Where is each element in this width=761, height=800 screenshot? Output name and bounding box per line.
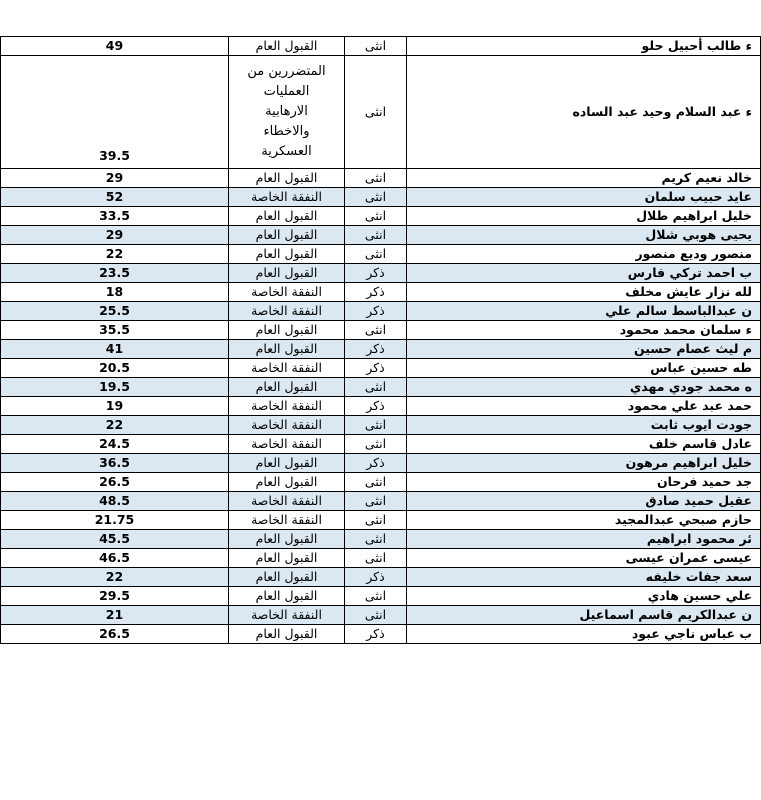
gender-cell: انثى xyxy=(345,169,407,188)
student-name: لله نزار عايش مخلف xyxy=(625,284,752,299)
score-cell: 45.5 xyxy=(1,530,229,549)
student-roster-table xyxy=(0,36,761,644)
student-name: حمد عبد علي محمود xyxy=(627,398,752,413)
student-name-cell xyxy=(407,568,761,587)
student-name-cell xyxy=(407,625,761,644)
admission-channel-cell: النفقة الخاصة xyxy=(229,397,345,416)
student-name: خليل ابراهيم طلال xyxy=(636,208,752,223)
gender-cell: انثى xyxy=(345,188,407,207)
score-cell: 46.5 xyxy=(1,549,229,568)
score-cell: 22 xyxy=(1,416,229,435)
score-cell: 19 xyxy=(1,397,229,416)
score-cell: 25.5 xyxy=(1,302,229,321)
score-cell: 20.5 xyxy=(1,359,229,378)
student-name-cell xyxy=(407,169,761,188)
student-name: طه حسين عباس xyxy=(650,360,752,375)
score-cell: 35.5 xyxy=(1,321,229,340)
gender-cell: انثى xyxy=(345,530,407,549)
score-cell: 36.5 xyxy=(1,454,229,473)
table-row xyxy=(1,264,761,283)
student-name-cell xyxy=(407,587,761,606)
student-name: ئر محمود ابراهيم xyxy=(646,531,752,546)
student-name-cell xyxy=(407,378,761,397)
gender-cell: انثى xyxy=(345,511,407,530)
student-name-cell xyxy=(407,264,761,283)
table-row xyxy=(1,359,761,378)
gender-cell: انثى xyxy=(345,37,407,56)
admission-channel-cell: القبول العام xyxy=(229,245,345,264)
table-row xyxy=(1,56,761,169)
table-row xyxy=(1,473,761,492)
student-name: جد حميد فرحان xyxy=(657,474,752,489)
table-row xyxy=(1,435,761,454)
admission-channel-cell: القبول العام xyxy=(229,378,345,397)
admission-channel-cell: النفقة الخاصة xyxy=(229,359,345,378)
gender-cell: انثى xyxy=(345,435,407,454)
student-name: ب احمد تركي فارس xyxy=(627,265,752,280)
table-row xyxy=(1,397,761,416)
table-row xyxy=(1,302,761,321)
student-name-cell xyxy=(407,188,761,207)
gender-cell: ذكر xyxy=(345,397,407,416)
student-name-cell xyxy=(407,283,761,302)
student-name-cell xyxy=(407,321,761,340)
table-row xyxy=(1,454,761,473)
admission-channel-cell: القبول العام xyxy=(229,264,345,283)
student-name: م ليث عصام حسين xyxy=(633,341,752,356)
table-row xyxy=(1,492,761,511)
gender-cell: انثى xyxy=(345,492,407,511)
score-cell: 22 xyxy=(1,568,229,587)
admission-channel-cell: القبول العام xyxy=(229,625,345,644)
admission-channel-cell: القبول العام xyxy=(229,169,345,188)
table-row xyxy=(1,568,761,587)
score-cell: 23.5 xyxy=(1,264,229,283)
gender-cell: ذكر xyxy=(345,454,407,473)
admission-channel-cell: القبول العام xyxy=(229,226,345,245)
score-cell: 26.5 xyxy=(1,473,229,492)
student-roster-sheet xyxy=(0,36,752,644)
admission-channel-cell: القبول العام xyxy=(229,454,345,473)
student-name-cell xyxy=(407,416,761,435)
student-name: عيسى عمران عيسى xyxy=(625,550,752,565)
score-cell: 22 xyxy=(1,245,229,264)
gender-cell: انثى xyxy=(345,321,407,340)
student-name-cell xyxy=(407,454,761,473)
student-name: ن عبدالباسط سالم علي xyxy=(605,303,752,318)
student-name-cell xyxy=(407,359,761,378)
gender-cell: ذكر xyxy=(345,625,407,644)
student-name: منصور وديع منصور xyxy=(635,246,752,261)
student-name: ء طالب أحبيل حلو xyxy=(641,38,752,53)
gender-cell: ذكر xyxy=(345,359,407,378)
admission-channel-cell: النفقة الخاصة xyxy=(229,435,345,454)
student-name: ن عبدالكريم قاسم اسماعيل xyxy=(579,607,752,622)
gender-cell: انثى xyxy=(345,245,407,264)
student-name-cell xyxy=(407,492,761,511)
gender-cell: انثى xyxy=(345,416,407,435)
admission-channel-cell: القبول العام xyxy=(229,37,345,56)
gender-cell: انثى xyxy=(345,606,407,625)
table-row xyxy=(1,416,761,435)
student-name-cell xyxy=(407,340,761,359)
table-row xyxy=(1,587,761,606)
student-name-cell xyxy=(407,397,761,416)
table-row xyxy=(1,207,761,226)
score-cell: 33.5 xyxy=(1,207,229,226)
student-name: سعد جفات خليفه xyxy=(645,569,752,584)
student-name-cell xyxy=(407,511,761,530)
gender-cell: انثى xyxy=(345,549,407,568)
score-cell: 29.5 xyxy=(1,587,229,606)
student-name-cell xyxy=(407,530,761,549)
student-name: خالد نعيم كريم xyxy=(661,170,752,185)
table-row xyxy=(1,340,761,359)
table-row xyxy=(1,549,761,568)
roster-body xyxy=(1,37,761,644)
admission-channel-cell: القبول العام xyxy=(229,530,345,549)
student-name: علي حسين هادي xyxy=(647,588,752,603)
table-row xyxy=(1,169,761,188)
student-name: ء عبد السلام وحيد عبد الساده xyxy=(572,104,752,119)
student-name-cell xyxy=(407,37,761,56)
table-row xyxy=(1,245,761,264)
admission-channel-cell: النفقة الخاصة xyxy=(229,283,345,302)
gender-cell: انثى xyxy=(345,56,407,169)
student-name: حازم صبحي عبدالمجيد xyxy=(614,512,752,527)
gender-cell: ذكر xyxy=(345,283,407,302)
student-name: ب عباس ناجي عبود xyxy=(631,626,752,641)
student-name-cell xyxy=(407,245,761,264)
gender-cell: ذكر xyxy=(345,340,407,359)
score-cell: 41 xyxy=(1,340,229,359)
student-name: ء سلمان محمد محمود xyxy=(619,322,752,337)
student-name: عايد حبيب سلمان xyxy=(644,189,752,204)
table-row xyxy=(1,226,761,245)
score-cell: 52 xyxy=(1,188,229,207)
score-cell: 49 xyxy=(1,37,229,56)
student-name-cell xyxy=(407,473,761,492)
table-row xyxy=(1,511,761,530)
student-name-cell xyxy=(407,606,761,625)
score-cell: 18 xyxy=(1,283,229,302)
admission-channel-cell: القبول العام xyxy=(229,321,345,340)
score-cell: 29 xyxy=(1,169,229,188)
admission-channel-cell: المتضررين من العمليات الارهابية والاخطاء العسكرية xyxy=(229,56,345,169)
admission-channel-cell: القبول العام xyxy=(229,473,345,492)
table-row xyxy=(1,378,761,397)
student-name-cell xyxy=(407,549,761,568)
table-row xyxy=(1,321,761,340)
student-name: خليل ابراهيم مرهون xyxy=(625,455,752,470)
gender-cell: ذكر xyxy=(345,264,407,283)
gender-cell: انثى xyxy=(345,378,407,397)
gender-cell: ذكر xyxy=(345,568,407,587)
student-name-cell xyxy=(407,226,761,245)
student-name: عقيل حميد صادق xyxy=(645,493,752,508)
score-cell: 26.5 xyxy=(1,625,229,644)
score-cell: 39.5 xyxy=(1,56,229,169)
score-cell: 21 xyxy=(1,606,229,625)
gender-cell: انثى xyxy=(345,207,407,226)
table-row xyxy=(1,606,761,625)
student-name-cell xyxy=(407,56,761,169)
score-cell: 19.5 xyxy=(1,378,229,397)
student-name: جودت ايوب ثابت xyxy=(650,417,752,432)
student-name: يحيى هوبي شلال xyxy=(645,227,752,242)
student-name-cell xyxy=(407,302,761,321)
student-name: ه محمد جودي مهدي xyxy=(629,379,752,394)
gender-cell: انثى xyxy=(345,226,407,245)
admission-channel-cell: النفقة الخاصة xyxy=(229,188,345,207)
admission-channel-cell: القبول العام xyxy=(229,549,345,568)
table-row xyxy=(1,625,761,644)
score-cell: 48.5 xyxy=(1,492,229,511)
table-row xyxy=(1,283,761,302)
admission-channel-cell: القبول العام xyxy=(229,340,345,359)
score-cell: 29 xyxy=(1,226,229,245)
gender-cell: ذكر xyxy=(345,302,407,321)
admission-channel-cell: النفقة الخاصة xyxy=(229,416,345,435)
gender-cell: انثى xyxy=(345,587,407,606)
student-name-cell xyxy=(407,435,761,454)
score-cell: 21.75 xyxy=(1,511,229,530)
student-name: عادل قاسم خلف xyxy=(648,436,752,451)
table-row xyxy=(1,530,761,549)
admission-channel-cell: القبول العام xyxy=(229,568,345,587)
admission-channel-cell: النفقة الخاصة xyxy=(229,492,345,511)
table-row xyxy=(1,188,761,207)
admission-channel-cell: النفقة الخاصة xyxy=(229,606,345,625)
table-row xyxy=(1,37,761,56)
gender-cell: انثى xyxy=(345,473,407,492)
student-name-cell xyxy=(407,207,761,226)
admission-channel-cell: النفقة الخاصة xyxy=(229,511,345,530)
admission-channel-cell: النفقة الخاصة xyxy=(229,302,345,321)
admission-channel-cell: القبول العام xyxy=(229,587,345,606)
admission-channel-cell: القبول العام xyxy=(229,207,345,226)
score-cell: 24.5 xyxy=(1,435,229,454)
